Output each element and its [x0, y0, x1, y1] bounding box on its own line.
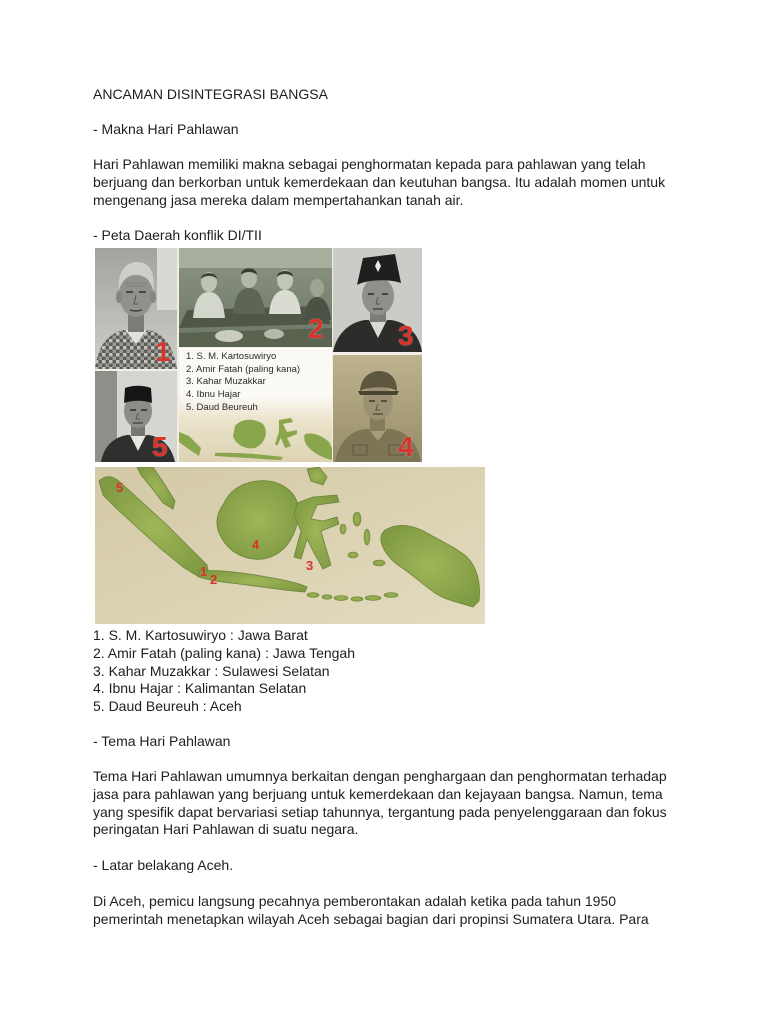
island — [351, 597, 363, 601]
portrait-photo-4 — [333, 355, 422, 462]
map-label-jawa-barat: 1 — [200, 564, 208, 579]
island — [307, 593, 319, 598]
photo-number-label: 1 — [155, 336, 171, 367]
caption-item: 3. Kahar Muzakkar — [186, 376, 266, 388]
paragraph-line: mengenang jasa mereka dalam mempertahankan tanah air. — [93, 191, 464, 208]
island — [348, 552, 358, 558]
portrait-photo-1 — [95, 248, 177, 369]
cap-brim — [358, 391, 399, 395]
island — [384, 593, 398, 598]
island — [365, 596, 381, 601]
island — [334, 596, 348, 601]
left-ear — [116, 291, 122, 303]
paragraph-tema — [93, 768, 667, 839]
caption-item: 4. Ibnu Hajar — [186, 389, 241, 401]
photo-number-label: 4 — [398, 431, 414, 462]
island — [340, 524, 346, 534]
paragraph-line: Di Aceh, pemicu langsung pecahnya pemberontakan adalah ketika pada tahun 1950 — [93, 893, 617, 909]
peci-cap — [124, 386, 152, 403]
figure-head — [310, 279, 324, 297]
caption-item: 2. Amir Fatah (paling kana) — [186, 363, 301, 375]
island — [373, 560, 385, 566]
caption-item: 5. Daud Beureuh — [186, 401, 258, 413]
section-heading-makna: - Makna Hari Pahlawan — [93, 121, 239, 137]
paragraph-line: Hari Pahlawan memiliki makna sebagai penghormatan kepada para pahlawan yang telah — [93, 156, 646, 172]
paragraph-line: peringatan Hari Pahlawan di suatu negara. — [93, 821, 359, 838]
map-label-aceh: 5 — [116, 480, 124, 495]
portrait-photo-3 — [333, 248, 422, 352]
caption-item: 1. S. M. Kartosuwiryo — [186, 351, 277, 362]
photo-number-label: 3 — [398, 320, 414, 351]
portrait-photo-5 — [95, 371, 177, 462]
collage-caption-panel — [179, 348, 332, 462]
list-item: 4. Ibnu Hajar : Kalimantan Selatan — [93, 680, 307, 697]
back-wall — [179, 248, 332, 268]
group-photo-2 — [179, 248, 332, 347]
list-item: 5. Daud Beureuh : Aceh — [93, 698, 242, 714]
paragraph-makna — [93, 156, 665, 209]
section-heading-peta: - Peta Daerah konflik DI/TII — [93, 227, 262, 243]
collage-caption-list — [186, 351, 300, 414]
list-item: 3. Kahar Muzakkar : Sulawesi Selatan — [93, 662, 330, 679]
leader-region-list — [93, 627, 355, 716]
paragraph-line: jasa para pahlawan yang berjuang untuk kemerdekaan dan kejayaan bangsa. Namun, tema — [93, 785, 663, 802]
list-item: 1. S. M. Kartosuwiryo : Jawa Barat — [93, 627, 308, 643]
paragraph-latar — [93, 893, 649, 929]
right-ear — [150, 291, 156, 303]
document-title: ANCAMAN DISINTEGRASI BANGSA — [93, 86, 328, 102]
paragraph-line: yang spesifik dapat bervariasi setiap tahunnya, tergantung pada penyelenggaraan dan fokus — [93, 803, 667, 820]
paragraph-line: pemerintah menetapkan wilayah Aceh sebagai bagian dari propinsi Sumatera Utara. Para — [93, 910, 649, 927]
window-light — [157, 248, 177, 310]
face — [363, 384, 393, 420]
paragraph-line: berjuang dan berkorban untuk kemerdekaan dan keutuhan bangsa. Itu adalah momen untuk — [93, 173, 666, 190]
section-heading-latar: - Latar belakang Aceh. — [93, 857, 234, 873]
map-label-jawa-tengah: 2 — [210, 572, 218, 587]
paragraph-line: Tema Hari Pahlawan umumnya berkaitan dengan penghargaan dan penghormatan terhadap — [93, 768, 667, 784]
list-item: 2. Amir Fatah (paling kana) : Jawa Tengah — [93, 644, 356, 661]
map-label-sulawesi-selatan: 3 — [306, 558, 314, 573]
indonesia-map-image — [95, 467, 485, 624]
section-heading-tema: - Tema Hari Pahlawan — [93, 733, 231, 749]
island — [322, 595, 332, 599]
photo-number-label: 5 — [152, 431, 168, 462]
island — [364, 529, 370, 545]
map-label-kalimantan-selatan: 4 — [252, 537, 260, 552]
photo-number-label: 2 — [308, 313, 324, 344]
island — [353, 512, 361, 526]
di-tii-conflict-map — [95, 467, 485, 624]
di-tii-leaders-photo-collage — [95, 248, 422, 462]
papers — [264, 329, 284, 339]
papers — [215, 330, 243, 342]
